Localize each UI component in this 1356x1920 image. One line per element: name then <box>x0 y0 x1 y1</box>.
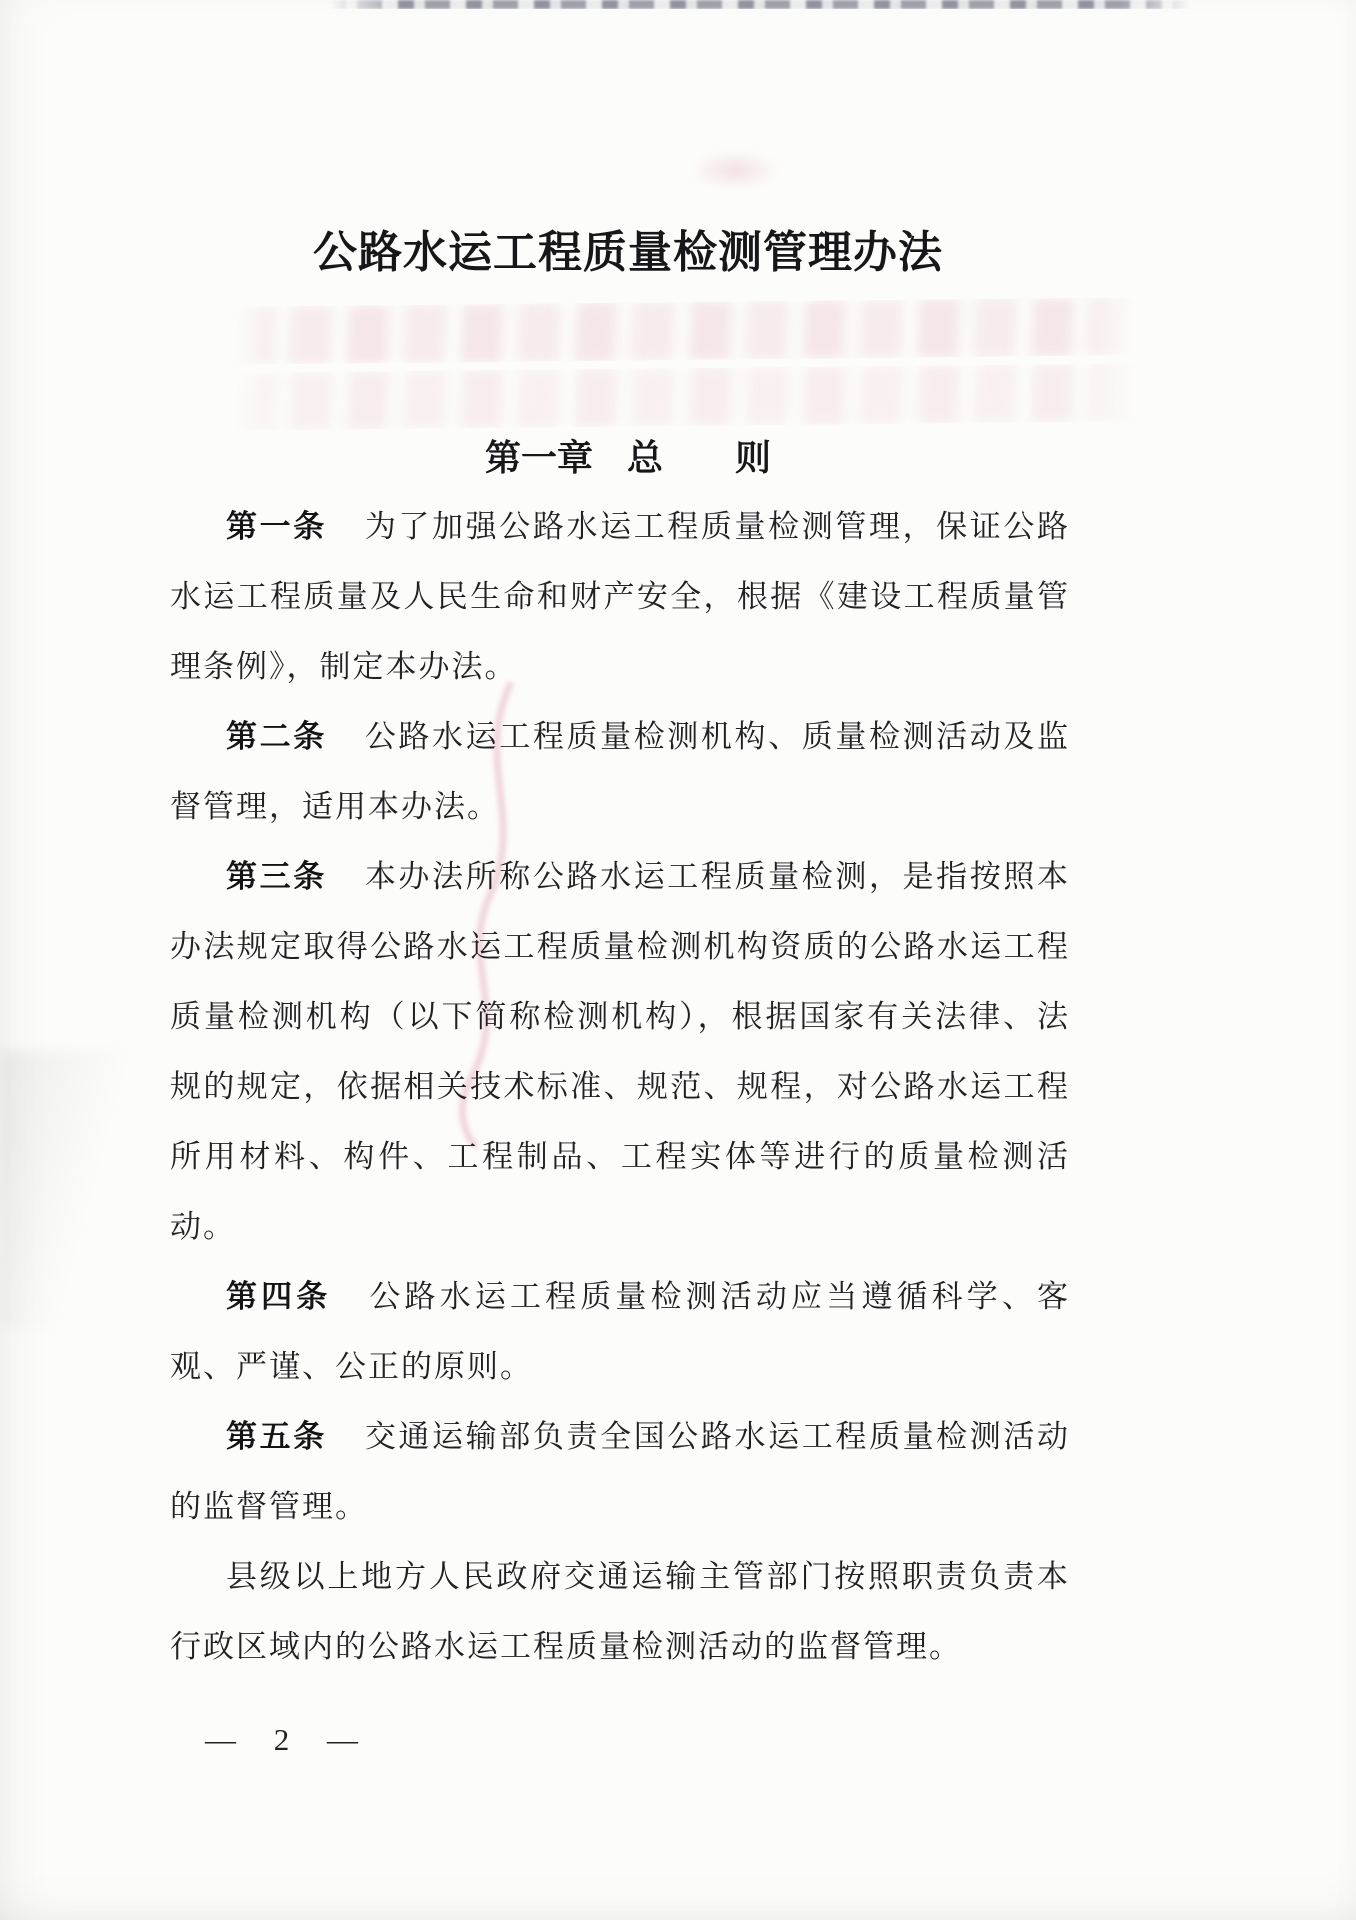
document-body <box>0 492 1356 1682</box>
article-label: 第三条 <box>226 859 327 894</box>
article-text: 县级以上地方人民政府交通运输主管部门按照职责负责本行政区域内的公路水运工程质量检测活动的监督管理。 <box>170 1559 1070 1664</box>
ink-bleed-through-row <box>234 297 1142 364</box>
article-paragraph <box>170 492 1070 702</box>
article-text: 本办法所称公路水运工程质量检测，是指按照本办法规定取得公路水运工程质量检测机构资质的公路水运工程质量检测机构（以下简称检测机构），根据国家有关法律、法规的规定，依据相关技术标准、规范、规程，对公路水运工程所用材料、构件、工程制品、工程实体等进行的质量检测活动。 <box>170 859 1070 1244</box>
document-title: 公路水运工程质量检测管理办法 <box>313 228 943 277</box>
article-paragraph <box>170 842 1070 1262</box>
article-label: 第四条 <box>226 1279 332 1314</box>
article-text: 公路水运工程质量检测活动应当遵循科学、客观、严谨、公正的原则。 <box>170 1279 1071 1384</box>
chapter-number: 第一章 <box>484 437 593 478</box>
page-number: — 2 — <box>205 1722 368 1757</box>
article-paragraph <box>170 1542 1070 1682</box>
article-text: 公路水运工程质量检测机构、质量检测活动及监督管理，适用本办法。 <box>170 719 1070 824</box>
article-label: 第一条 <box>226 509 327 544</box>
article-paragraph <box>170 702 1070 842</box>
chapter-name: 总 则 <box>627 437 772 478</box>
ink-bleed-through-row <box>234 363 1142 430</box>
article-text: 交通运输部负责全国公路水运工程质量检测活动的监督管理。 <box>170 1419 1070 1524</box>
chapter-heading <box>0 438 1306 478</box>
article-label: 第五条 <box>226 1419 327 1454</box>
article-paragraph <box>170 1262 1070 1402</box>
article-label: 第二条 <box>226 719 327 754</box>
article-paragraph <box>170 1402 1070 1542</box>
article-text: 为了加强公路水运工程质量检测管理，保证公路水运工程质量及人民生命和财产安全，根据《建设工程质量管理条例》，制定本办法。 <box>170 509 1070 684</box>
